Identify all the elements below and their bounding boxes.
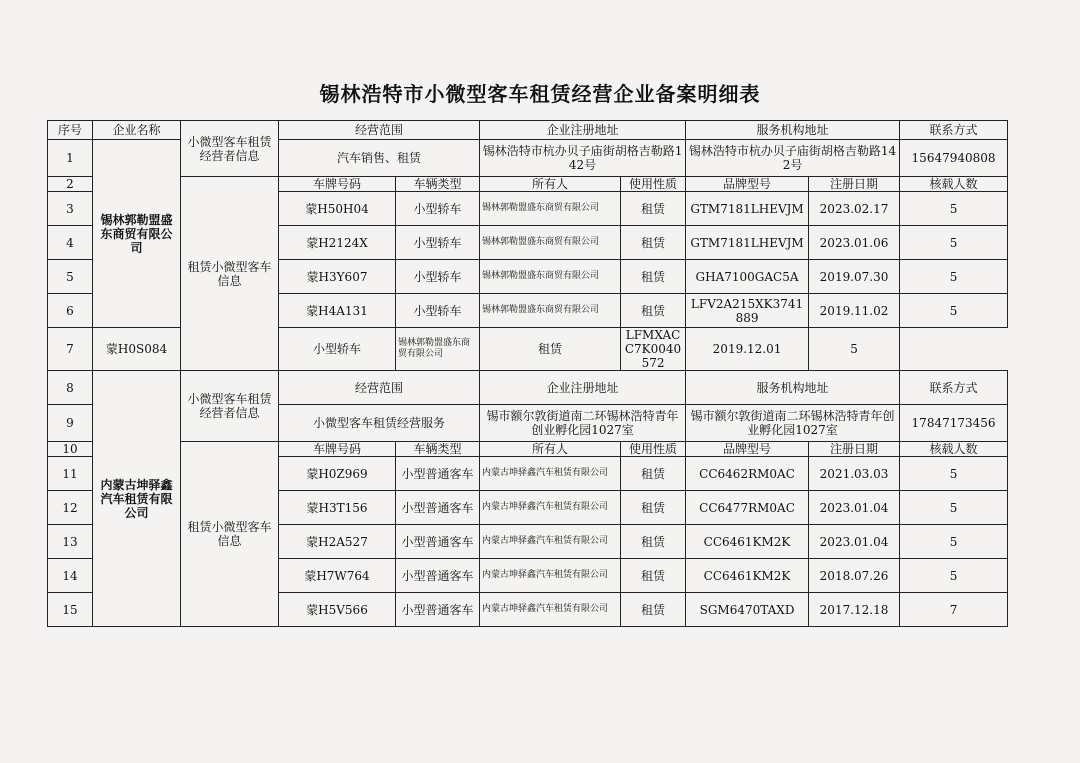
header-vehicle-type: 车辆类型: [396, 177, 480, 192]
vehicle-info-label: 租赁小微型客车信息: [181, 177, 279, 371]
operator-info-label: 小微型客车租赁经营者信息: [181, 121, 279, 177]
plate: 蒙H2124X: [279, 226, 396, 260]
header-capacity: 核载人数: [900, 177, 1008, 192]
row-number: 10: [48, 442, 93, 457]
reg-date: 2023.01.04: [809, 525, 900, 559]
company-name: 锡林郭勒盟盛东商贸有限公司: [93, 140, 181, 328]
header-service-address: 服务机构地址: [686, 371, 900, 405]
usage: 租赁: [621, 559, 686, 593]
header-model: 品牌型号: [686, 177, 809, 192]
usage: 租赁: [621, 226, 686, 260]
capacity: 5: [900, 294, 1008, 328]
usage: 租赁: [621, 593, 686, 627]
owner: 锡林郭勒盟盛东商贸有限公司: [480, 294, 621, 328]
header-registered-address: 企业注册地址: [480, 371, 686, 405]
header-reg-date: 注册日期: [809, 177, 900, 192]
plate: 蒙H0S084: [93, 328, 181, 371]
row-number: 8: [48, 371, 93, 405]
owner: 内蒙古坤驿鑫汽车租赁有限公司: [480, 593, 621, 627]
registered-address: 锡林浩特市杭办贝子庙街胡格吉勒路142号: [480, 140, 686, 177]
header-company: 企业名称: [93, 121, 181, 140]
contact-phone: 17847173456: [900, 405, 1008, 442]
business-scope: 小微型客车租赁经营服务: [279, 405, 480, 442]
capacity: 5: [900, 260, 1008, 294]
usage: 租赁: [621, 260, 686, 294]
capacity: 5: [900, 457, 1008, 491]
owner: 锡林郭勒盟盛东商贸有限公司: [480, 260, 621, 294]
reg-date: 2018.07.26: [809, 559, 900, 593]
usage: 租赁: [621, 457, 686, 491]
table-header-row: [48, 121, 1008, 140]
owner: 锡林郭勒盟盛东商贸有限公司: [396, 328, 480, 371]
vehicle-type: 小型普通客车: [396, 457, 480, 491]
model: SGM6470TAXD: [686, 593, 809, 627]
plate: 蒙H2A527: [279, 525, 396, 559]
usage: 租赁: [621, 294, 686, 328]
plate: 蒙H50H04: [279, 192, 396, 226]
plate: 蒙H0Z969: [279, 457, 396, 491]
reg-date: 2023.01.04: [809, 491, 900, 525]
header-vehicle-type: 车辆类型: [396, 442, 480, 457]
model: GTM7181LHEVJM: [686, 192, 809, 226]
row-number: 3: [48, 192, 93, 226]
row-number: 15: [48, 593, 93, 627]
plate: 蒙H4A131: [279, 294, 396, 328]
owner: 内蒙古坤驿鑫汽车租赁有限公司: [480, 525, 621, 559]
capacity: 5: [900, 226, 1008, 260]
plate: 蒙H3T156: [279, 491, 396, 525]
vehicle-info-label: 租赁小微型客车信息: [181, 442, 279, 627]
header-contact: 联系方式: [900, 371, 1008, 405]
header-owner: 所有人: [480, 442, 621, 457]
model: CC6461KM2K: [686, 525, 809, 559]
table-row: [48, 442, 1008, 457]
header-owner: 所有人: [480, 177, 621, 192]
model: CC6462RM0AC: [686, 457, 809, 491]
reg-date: 2019.12.01: [686, 328, 809, 371]
registered-address: 锡市额尔敦街道南二环锡林浩特青年创业孵化园1027室: [480, 405, 686, 442]
capacity: 5: [900, 525, 1008, 559]
row-number: 1: [48, 140, 93, 177]
header-plate: 车牌号码: [279, 442, 396, 457]
vehicle-type: 小型轿车: [396, 226, 480, 260]
vehicle-type: 小型轿车: [396, 294, 480, 328]
reg-date: 2017.12.18: [809, 593, 900, 627]
reg-date: 2023.01.06: [809, 226, 900, 260]
vehicle-type: 小型轿车: [396, 260, 480, 294]
header-contact: 联系方式: [900, 121, 1008, 140]
header-usage: 使用性质: [621, 442, 686, 457]
capacity: 5: [809, 328, 900, 371]
capacity: 5: [900, 192, 1008, 226]
header-usage: 使用性质: [621, 177, 686, 192]
vehicle-type: 小型轿车: [396, 192, 480, 226]
row-number: 9: [48, 405, 93, 442]
row-number: 12: [48, 491, 93, 525]
vehicle-type: 小型普通客车: [396, 525, 480, 559]
reg-date: 2023.02.17: [809, 192, 900, 226]
capacity: 5: [900, 491, 1008, 525]
header-plate: 车牌号码: [279, 177, 396, 192]
capacity: 7: [900, 593, 1008, 627]
model: CC6477RM0AC: [686, 491, 809, 525]
row-number: 14: [48, 559, 93, 593]
header-registered-address: 企业注册地址: [480, 121, 686, 140]
usage: 租赁: [621, 525, 686, 559]
vehicle-type: 小型普通客车: [396, 593, 480, 627]
row-number: 13: [48, 525, 93, 559]
business-scope: 汽车销售、租赁: [279, 140, 480, 177]
usage: 租赁: [621, 192, 686, 226]
capacity: 5: [900, 559, 1008, 593]
row-number: 6: [48, 294, 93, 328]
plate: 蒙H5V566: [279, 593, 396, 627]
owner: 锡林郭勒盟盛东商贸有限公司: [480, 192, 621, 226]
page-title: 锡林浩特市小微型客车租赁经营企业备案明细表: [319, 82, 761, 106]
reg-date: 2021.03.03: [809, 457, 900, 491]
model: CC6461KM2K: [686, 559, 809, 593]
model: GTM7181LHEVJM: [686, 226, 809, 260]
table-row: [48, 371, 1008, 405]
vehicle-type: 小型轿车: [279, 328, 396, 371]
service-address: 锡林浩特市杭办贝子庙街胡格吉勒路142号: [686, 140, 900, 177]
header-capacity: 核载人数: [900, 442, 1008, 457]
owner: 内蒙古坤驿鑫汽车租赁有限公司: [480, 491, 621, 525]
reg-date: 2019.07.30: [809, 260, 900, 294]
vehicle-type: 小型普通客车: [396, 559, 480, 593]
header-model: 品牌型号: [686, 442, 809, 457]
model: LFV2A215XK3741889: [686, 294, 809, 328]
plate: 蒙H7W764: [279, 559, 396, 593]
row-number: 4: [48, 226, 93, 260]
model: GHA7100GAC5A: [686, 260, 809, 294]
reg-date: 2019.11.02: [809, 294, 900, 328]
table-row: [48, 177, 1008, 192]
row-number: 2: [48, 177, 93, 192]
owner: 内蒙古坤驿鑫汽车租赁有限公司: [480, 457, 621, 491]
header-seq: 序号: [48, 121, 93, 140]
header-service-address: 服务机构地址: [686, 121, 900, 140]
usage: 租赁: [621, 491, 686, 525]
owner: 内蒙古坤驿鑫汽车租赁有限公司: [480, 559, 621, 593]
vehicle-type: 小型普通客车: [396, 491, 480, 525]
row-number: 7: [48, 328, 93, 371]
plate: 蒙H3Y607: [279, 260, 396, 294]
operator-info-label: 小微型客车租赁经营者信息: [181, 371, 279, 442]
row-number: 5: [48, 260, 93, 294]
service-address: 锡市额尔敦街道南二环锡林浩特青年创业孵化园1027室: [686, 405, 900, 442]
contact-phone: 15647940808: [900, 140, 1008, 177]
row-number: 11: [48, 457, 93, 491]
header-business-scope: 经营范围: [279, 371, 480, 405]
owner: 锡林郭勒盟盛东商贸有限公司: [480, 226, 621, 260]
model: LFMXACC7K0040572: [621, 328, 686, 371]
filing-table: [47, 120, 1008, 627]
usage: 租赁: [480, 328, 621, 371]
company-name: 内蒙古坤驿鑫汽车租赁有限公司: [93, 371, 181, 627]
header-reg-date: 注册日期: [809, 442, 900, 457]
header-business-scope: 经营范围: [279, 121, 480, 140]
